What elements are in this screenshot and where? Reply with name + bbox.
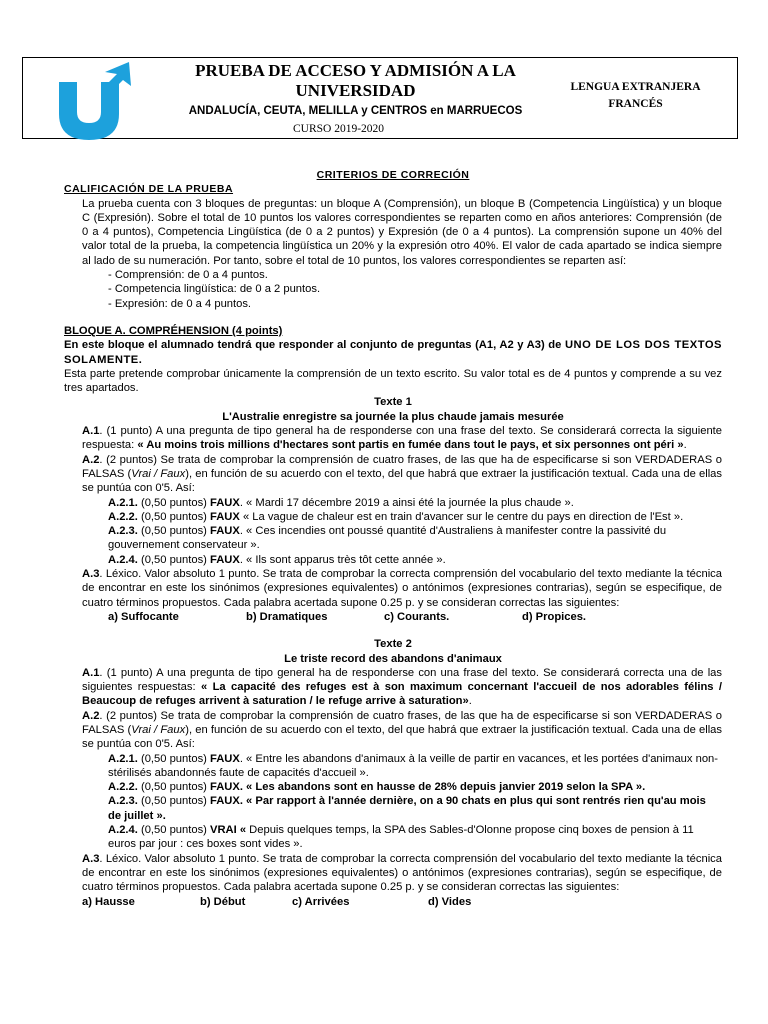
answer: b) Début [200, 895, 246, 908]
grading-heading: CALIFICACIÓN DE LA PRUEBA [64, 183, 234, 196]
criteria-title: CRITERIOS DE CORRECIÓN [316, 169, 470, 181]
grading-item: - Competencia lingüística: de 0 a 2 puntos. [108, 283, 321, 296]
texte2-a2: A.2. (2 puntos) Se trata de comprobar la comprensión de cuatro frases, de las que ha de especificarse si son VERDADERAS o FALSAS (Vrai / Faux), en función de su acuerdo con el texto, del que habrá que extraer la justificación textual. Cada una de ellas se puntúa con 0'5. Así: [82, 709, 722, 751]
subject-line-1: LENGUA EXTRANJERA [570, 81, 701, 93]
texte2-label: Texte 2 [374, 638, 412, 651]
block-a-instruction: En este bloque el alumnado tendrá que responder al conjunto de preguntas (A1, A2 y A3) de UNO DE LOS DOS TEXTOS SOLAMENTE. [64, 339, 722, 366]
texte2-item: A.2.2. (0,50 puntos) FAUX. « Les abandons sont en hausse de 28% depuis janvier 2019 selon la SPA ». [108, 781, 646, 794]
texte1-title: L'Australie enregistre sa journée la plus chaude jamais mesurée [222, 410, 564, 423]
answer: d) Vides [428, 895, 472, 908]
answer: a) Suffocante [108, 610, 179, 623]
texte1-item: A.2.3. (0,50 puntos) FAUX. « Ces incendies ont poussé quantité d'Australiens à manifester contre la passivité du gouvernement conservateur ». [108, 525, 667, 552]
texte2-answers [64, 895, 722, 909]
grading-item: - Expresión: de 0 a 4 puntos. [108, 297, 252, 310]
answer: b) Dramatiques [246, 610, 328, 623]
grading-body: La prueba cuenta con 3 bloques de preguntas: un bloque A (Comprensión), un bloque B (Competencia Lingüística) y un bloque C (Expresión). Sobre el total de 10 puntos los valores correspondientes se reparten como en años anteriores: Comprensión (de 0 a 4 puntos), Competencia Lingüística (de 0 a 2 puntos) y Expresión (de 0 a 4 puntos). La comprensión supone un 40% del valor total de la prueba, la competencia lingüística un 20% y la expresión otro 40%. El valor de cada apartado se indica siempre al lado de su numeración. Por tanto, sobre el total de 10 puntos, los valores correspondientes se reparten así: [82, 197, 722, 267]
texte1-a2: A.2. (2 puntos) Se trata de comprobar la comprensión de cuatro frases, de las que ha de especificarse si son VERDADERAS o FALSAS (Vrai / Faux), en función de su acuerdo con el texto, del que habrá que extraer la justificación textual. Cada una de ellas se puntúa con 0'5. Así: [82, 453, 722, 495]
exam-course: CURSO 2019-2020 [293, 123, 385, 135]
texte2-item: A.2.4. (0,50 puntos) VRAI « Depuis quelques temps, la SPA des Sables-d'Olonne propose cinq boxes de pension à 11 euros par jour : ces boxes sont vides ». [108, 824, 694, 851]
document-body [64, 168, 722, 909]
answer: c) Courants. [384, 610, 450, 623]
texte1-a1: A.1. (1 punto) A una pregunta de tipo general ha de responderse con una frase del texto. Se considerará correcta la siguiente respuesta: « Au moins trois millions d'hectares sont partis en fumée dans tout le pays, et six personnes ont péri ». [82, 425, 722, 452]
texte1-item: A.2.4. (0,50 puntos) FAUX. « Ils sont apparus très tôt cette année ». [108, 553, 446, 566]
header-box [22, 57, 738, 139]
texte2-a1: A.1. (1 punto) A una pregunta de tipo general ha de responderse con una frase del texto. Se considerará correcta una de las siguientes respuestas: « La capacité des refuges est à son maximum concernant l'accueil de nos adorables félins / Beaucoup de refuges arrivent à saturation / le refuge arrive à saturation». [82, 666, 722, 708]
grading-item: - Comprensión: de 0 a 4 puntos. [108, 269, 268, 282]
texte2-item: A.2.3. (0,50 puntos) FAUX. « Par rapport à l'année dernière, on a 90 chats en plus qui sont rentrés rien qu'au mois de juillet ». [108, 795, 706, 822]
subject-line-2: FRANCÉS [608, 98, 663, 110]
university-logo-icon [57, 60, 135, 140]
block-a-intro: Esta parte pretende comprobar únicamente la comprensión de un texto escrito. Su valor total es de 4 puntos y comprende a su vez tres apartados. [64, 367, 722, 395]
texte2-item: A.2.1. (0,50 puntos) FAUX. « Entre les abandons d'animaux à la veille de partir en vacances, et les portées d'animaux non-stérilisés abandonnés faute de capacités d'accueil ». [108, 752, 719, 779]
answer: c) Arrivées [292, 895, 350, 908]
block-a-heading: BLOQUE A. COMPRÉHENSION (4 points) [64, 324, 283, 337]
texte1-a3: A.3. Léxico. Valor absoluto 1 punto. Se trata de comprobar la correcta comprensión del vocabulario del texto mediante la técnica de encontrar en este los sinónimos (expresiones equivalentes) o antónimos (expresiones contrarias), según se especifique, de cuatro términos propuestos. Cada palabra acertada supone 0.25 p. y se consideran correctas las siguientes: [82, 568, 722, 609]
texte1-answers [64, 610, 722, 624]
exam-subject [538, 79, 733, 113]
answer: d) Propices. [522, 610, 587, 623]
texte2-title: Le triste record des abandons d'animaux [284, 652, 502, 665]
texte1-item: A.2.2. (0,50 puntos) FAUX « La vague de chaleur est en train d'avancer sur le centre du pays en direction de l'Est ». [108, 510, 684, 523]
texte1-item: A.2.1. (0,50 puntos) FAUX. « Mardi 17 décembre 2019 a ainsi été la journée la plus chaude ». [108, 496, 574, 509]
exam-title: PRUEBA DE ACCESO Y ADMISIÓN A LA UNIVERSIDAD [195, 61, 516, 100]
exam-region: ANDALUCÍA, CEUTA, MELILLA y CENTROS en MARRUECOS [188, 105, 523, 117]
answer: a) Hausse [82, 895, 135, 908]
texte2-a3: A.3. Léxico. Valor absoluto 1 punto. Se trata de comprobar la correcta comprensión del vocabulario del texto mediante la técnica de encontrar en este los sinónimos (expresiones equivalentes) o antónimos (expresiones contrarias), según se especifique, de cuatro términos propuestos. Cada palabra acertada supone 0.25 p. y se consideran correctas las siguientes: [82, 852, 722, 894]
texte1-label: Texte 1 [374, 396, 412, 409]
